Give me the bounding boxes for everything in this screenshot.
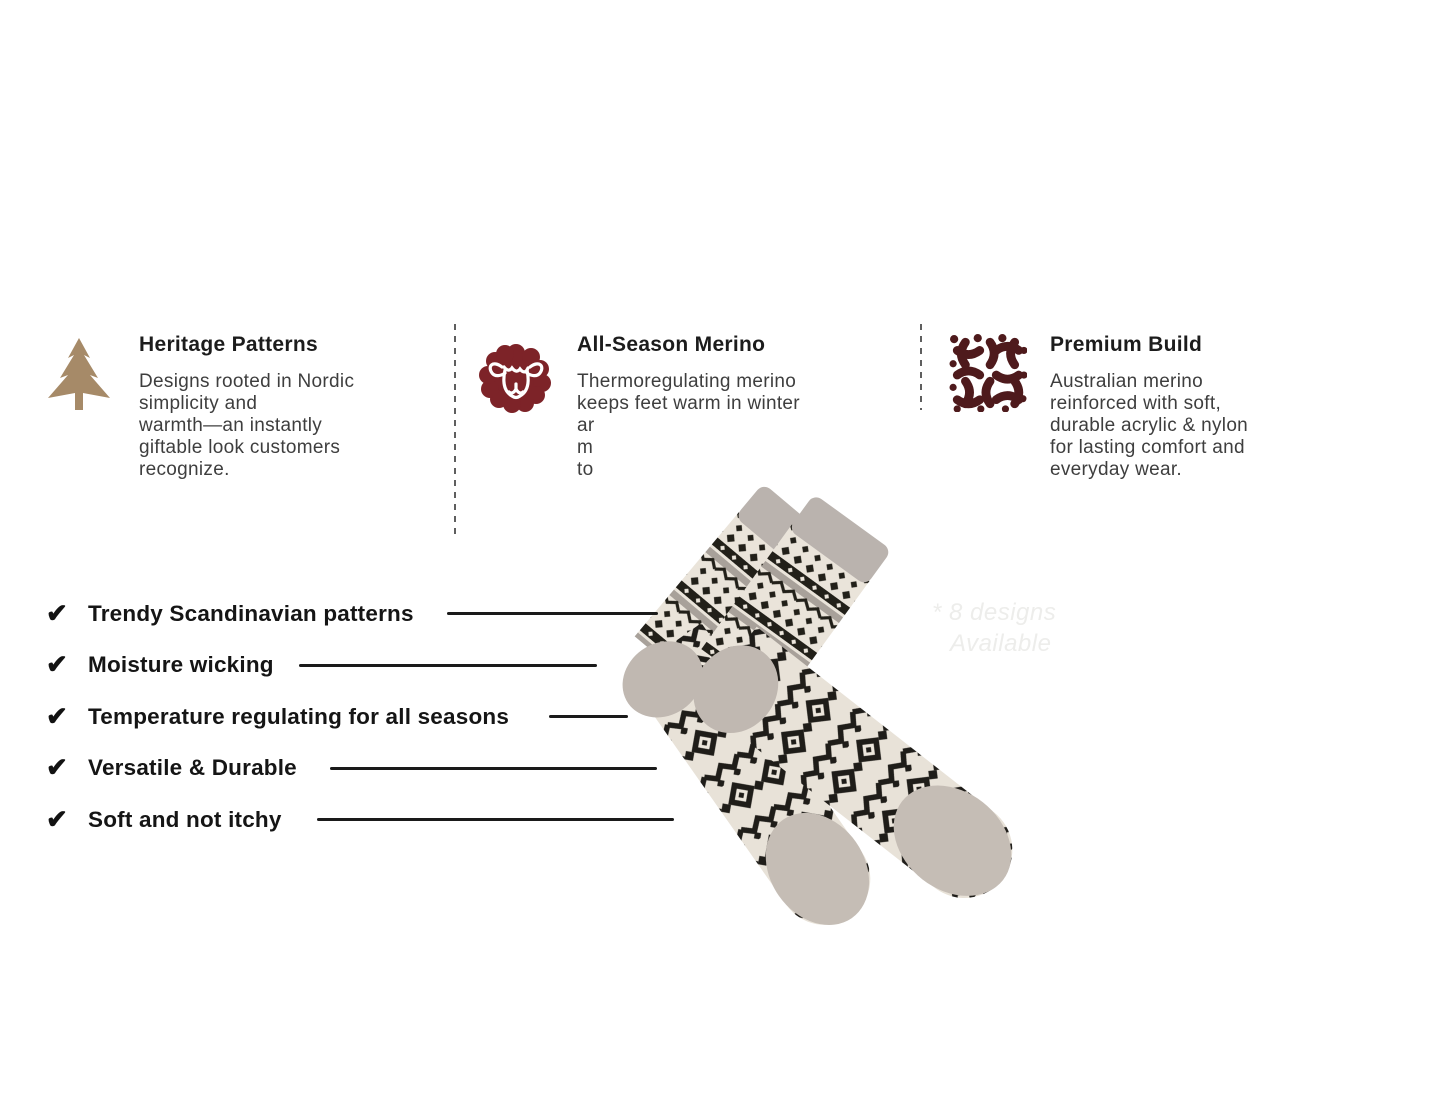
feature-description-line: Thermoregulating merino [577,371,797,393]
connector-line [317,818,674,821]
checklist-item-label: Soft and not itchy [88,807,282,832]
feature-description-line: reinforced with soft, [1050,393,1222,415]
checklist-item-label: Temperature regulating for all seasons [88,704,510,729]
watermark-note [932,597,1056,659]
feature-column-heritage [139,333,439,481]
pine-tree-icon [44,336,114,414]
feature-description-line: Australian merino [1050,371,1203,393]
check-icon: ✔ [46,804,68,834]
product-photo-socks [595,476,1055,946]
connector-line [299,664,597,667]
feature-description-line: keeps feet warm in winter [577,393,800,415]
feature-description-line: to [577,459,594,481]
check-icon: ✔ [46,701,68,731]
feature-column-merino [577,333,837,481]
column-divider [920,324,922,410]
watermark-line: Available [950,630,1052,657]
column-divider [454,324,456,538]
feature-description-line: giftable look customers [139,437,341,459]
checklist-item-label: Moisture wicking [88,652,274,677]
feature-description-line: recognize. [139,459,230,481]
feature-title: Premium Build [1050,333,1203,356]
feature-description-line: Designs rooted in Nordic [139,371,355,393]
feature-description-line: everyday wear. [1050,459,1182,481]
feature-column-premium [1050,333,1310,481]
feature-description-line: warmth—an instantly [139,415,323,437]
watermark-line: * 8 designs [932,599,1057,626]
check-icon: ✔ [46,598,68,628]
feature-description-line: ar [577,415,595,437]
basket-weave-icon [949,334,1027,412]
feature-description-line: for lasting comfort and [1050,437,1245,459]
connector-line [330,767,657,770]
checklist-item [46,806,282,834]
checklist-item [46,754,297,782]
check-icon: ✔ [46,649,68,679]
checklist-item-label: Versatile & Durable [88,755,297,780]
connector-line [549,715,628,718]
sheep-icon [479,342,553,416]
checklist-item-label: Trendy Scandinavian patterns [88,601,414,626]
connector-line [447,612,658,615]
checklist-item [46,600,414,628]
feature-description-line: simplicity and [139,393,258,415]
checklist-item [46,703,509,731]
feature-description-line: durable acrylic & nylon [1050,415,1249,437]
feature-title: All-Season Merino [577,333,766,356]
check-icon: ✔ [46,752,68,782]
checklist-item [46,651,274,679]
feature-description-line: m [577,437,594,459]
feature-title: Heritage Patterns [139,333,318,356]
